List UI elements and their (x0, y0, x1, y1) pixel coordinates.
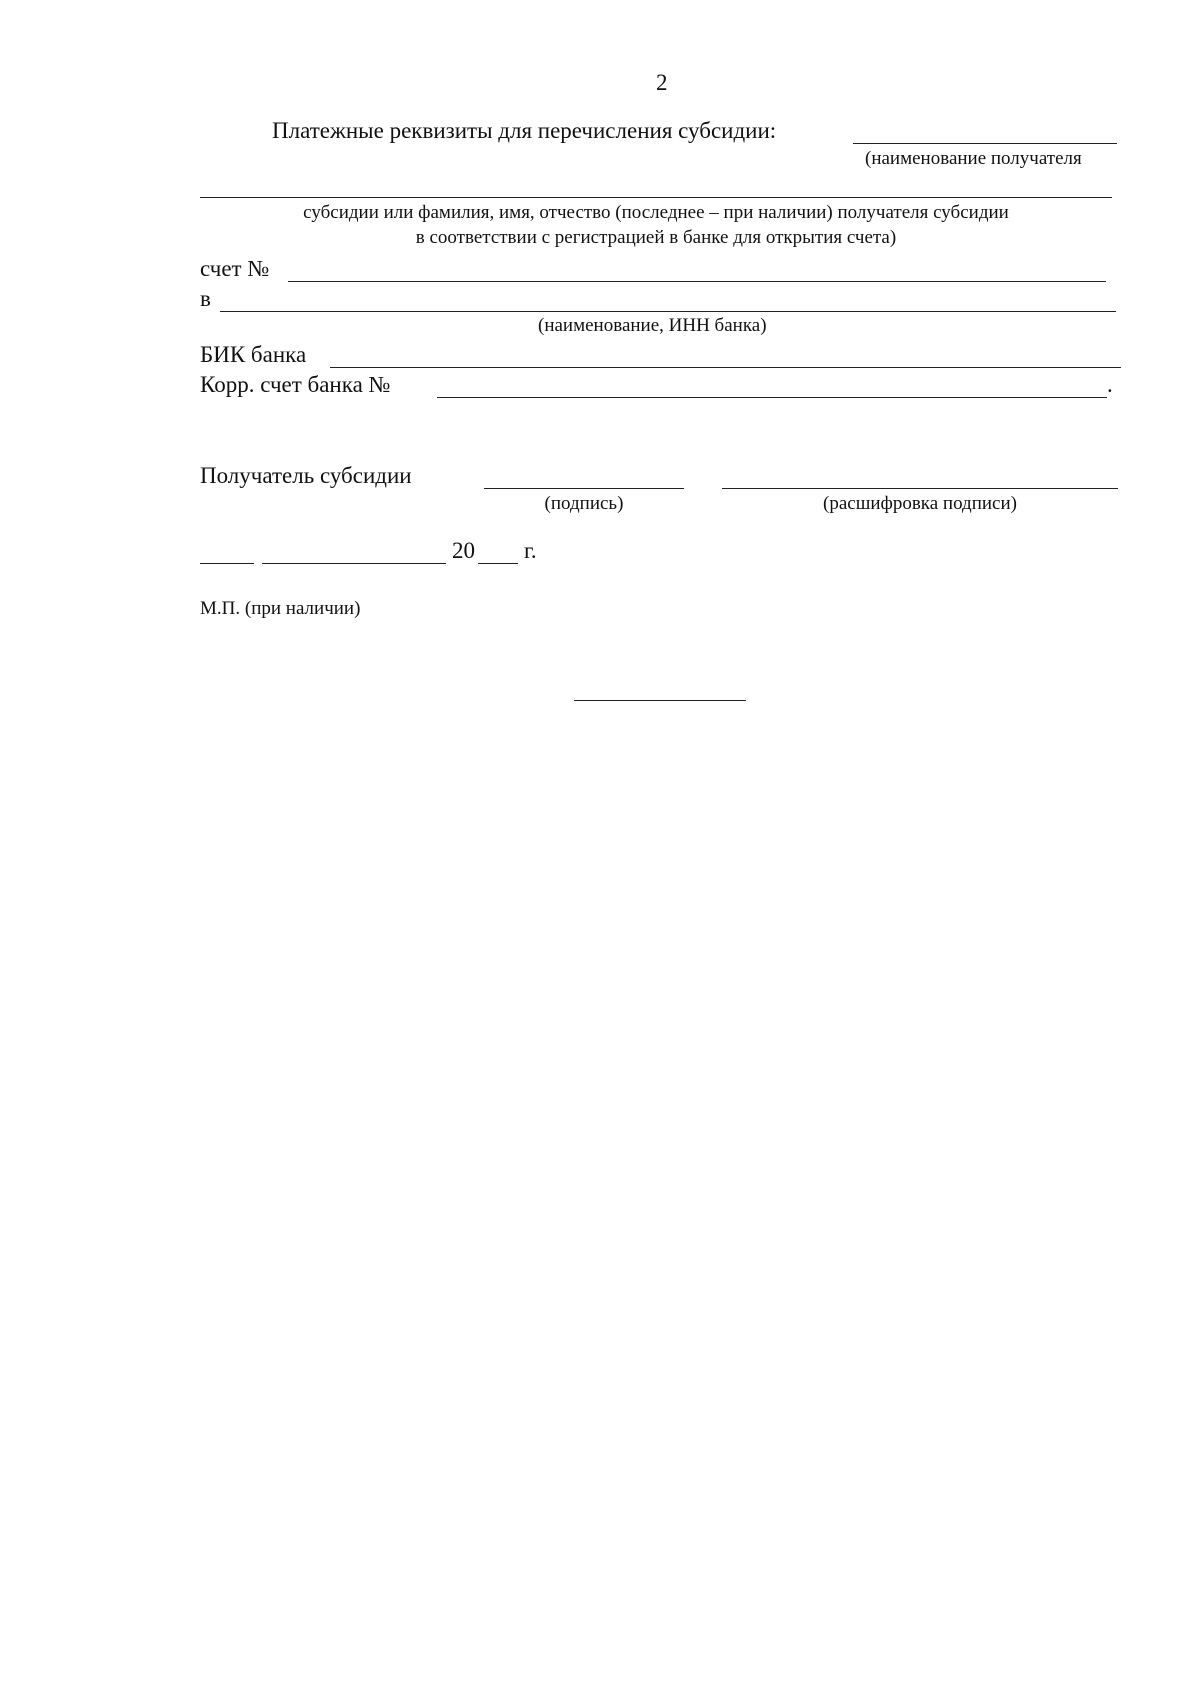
signature-blank (484, 488, 684, 489)
recipient-name-blank-2 (200, 197, 1112, 198)
recipient-caption-3: в соответствии с регистрацией в банке для открытия счета) (415, 227, 897, 248)
recipient-caption-2: субсидии или фамилия, имя, отчество (последнее – при наличии) получателя субсидии (303, 202, 1009, 223)
date-day-blank (200, 563, 254, 564)
date-year-blank (478, 563, 518, 564)
payment-details-heading: Платежные реквизиты для перечисления субсидии: (272, 118, 777, 143)
page-number: 2 (656, 70, 668, 95)
date-month-blank (262, 563, 446, 564)
decoding-caption: (расшифровка подписи) (823, 493, 1017, 514)
date-year-suffix: г. (524, 538, 537, 563)
stamp-note: М.П. (при наличии) (200, 598, 361, 619)
corr-account-end: . (1107, 372, 1113, 397)
closing-separator (574, 700, 746, 701)
recipient-caption-1: (наименование получателя (865, 148, 1082, 169)
bank-name-blank (220, 311, 1116, 312)
bank-caption: (наименование, ИНН банка) (538, 315, 767, 336)
account-number-blank (288, 281, 1106, 282)
signature-caption: (подпись) (544, 493, 624, 514)
bik-blank (330, 367, 1121, 368)
bik-label: БИК банка (200, 342, 307, 367)
bank-prefix: в (200, 286, 211, 311)
recipient-signature-label: Получатель субсидии (200, 463, 412, 488)
corr-account-blank (437, 397, 1107, 398)
account-label: счет № (200, 256, 270, 281)
date-year-prefix: 20 (452, 538, 475, 563)
recipient-name-blank (853, 143, 1117, 144)
corr-account-label: Корр. счет банка № (200, 372, 391, 397)
signature-decoding-blank (722, 488, 1118, 489)
